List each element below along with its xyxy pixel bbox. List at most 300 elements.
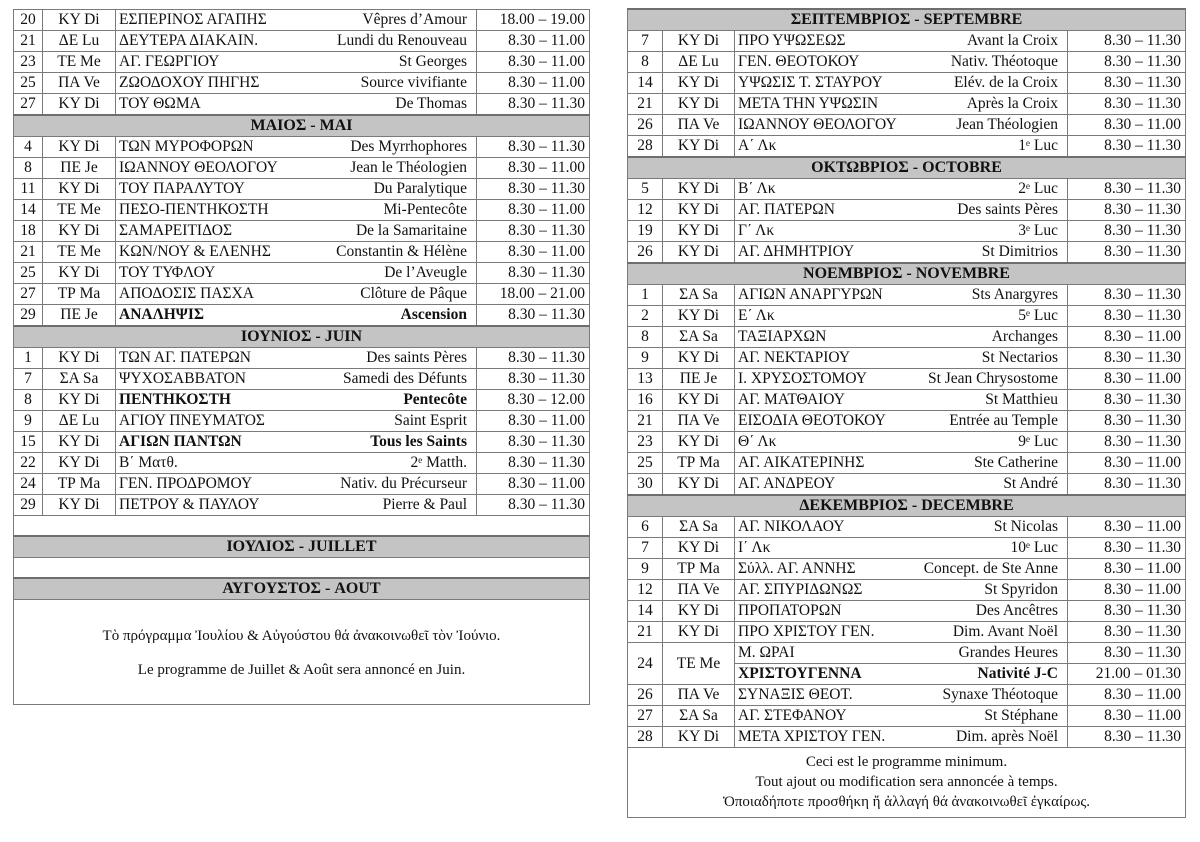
event-weekday: ΚΥ Di <box>663 727 735 748</box>
event-name-greek: ΣΥΝΑΞΙΣ ΘΕΟΤ. <box>738 686 853 703</box>
month-may <box>14 115 590 137</box>
event-name <box>735 390 1068 411</box>
event-name-greek: Α΄ Λκ <box>738 137 777 154</box>
event-time: 8.30 – 11.30 <box>477 221 590 242</box>
event-time: 8.30 – 11.30 <box>1068 52 1186 73</box>
event-name <box>735 136 1068 158</box>
event-row <box>628 221 1186 242</box>
event-name-french: Lundi du Renouveau <box>336 32 467 49</box>
event-row <box>628 453 1186 474</box>
event-name-french: Grandes Heures <box>958 644 1058 661</box>
month-november <box>628 263 1186 285</box>
event-name <box>116 200 477 221</box>
event-name-greek: ΜΕΤΑ ΧΡΙΣΤΟΥ ΓΕΝ. <box>738 728 886 745</box>
event-name-greek: Ε΄ Λκ <box>738 307 775 324</box>
event-name <box>116 284 477 305</box>
event-day: 22 <box>14 453 43 474</box>
event-row <box>14 137 590 158</box>
month-header: ΜΑΙΟΣ - MAI <box>14 115 590 137</box>
event-row <box>628 285 1186 306</box>
event-name-french: 1ᵉ Luc <box>1018 137 1058 154</box>
event-name-greek: ΜΕΤΑ ΤΗΝ ΥΨΩΣΙΝ <box>738 95 879 112</box>
event-name-greek: ΑΓ. ΣΠΥΡΙΔΩΝΩΣ <box>738 581 863 598</box>
event-day: 21 <box>628 622 663 643</box>
event-name <box>116 179 477 200</box>
footer-note-line: Ὁποιαδήποτε προσθήκη ἤ ἀλλαγή θά ἀνακοινωθεῖ ἐγκαίρως. <box>722 794 1091 810</box>
event-weekday: ΚΥ Di <box>43 94 116 116</box>
event-day: 1 <box>628 285 663 306</box>
event-day: 19 <box>628 221 663 242</box>
event-weekday: ΚΥ Di <box>43 10 116 31</box>
event-time: 8.30 – 11.30 <box>1068 200 1186 221</box>
event-day: 27 <box>628 706 663 727</box>
event-name <box>116 158 477 179</box>
event-weekday: ΚΥ Di <box>43 137 116 158</box>
event-row <box>14 31 590 52</box>
event-name <box>735 369 1068 390</box>
event-time: 8.30 – 11.30 <box>1068 474 1186 496</box>
event-row <box>14 73 590 94</box>
event-time: 8.30 – 11.30 <box>1068 411 1186 432</box>
event-day: 25 <box>14 263 43 284</box>
event-name-greek: Γ΄ Λκ <box>738 222 775 239</box>
event-name-french: Elév. de la Croix <box>953 74 1058 91</box>
event-name-greek: ΤΩΝ ΜΥΡΟΦΟΡΩΝ <box>119 138 254 155</box>
event-name <box>735 200 1068 221</box>
event-name <box>116 94 477 116</box>
event-row <box>628 685 1186 706</box>
event-time: 18.00 – 21.00 <box>477 284 590 305</box>
event-name-greek: ΑΓΙΩΝ ΑΝΑΡΓΥΡΩΝ <box>738 286 883 303</box>
summer-note <box>14 600 590 705</box>
event-weekday: ΤΕ Me <box>43 52 116 73</box>
event-name-french: 10ᵉ Luc <box>1010 539 1058 556</box>
event-name-greek: ΣΑΜΑΡΕΙΤΙΔΟΣ <box>119 222 232 239</box>
event-name-greek: ΚΩΝ/ΝΟΥ & ΕΛΕΝΗΣ <box>119 243 271 260</box>
event-name-french: Saint Esprit <box>394 412 467 429</box>
event-name-greek: ΓΕΝ. ΘΕΟΤΟΚΟΥ <box>738 53 860 70</box>
event-name <box>116 221 477 242</box>
event-name-greek: Ι. ΧΡΥΣΟΣΤΟΜΟΥ <box>738 370 867 387</box>
event-time: 8.30 – 11.00 <box>1068 369 1186 390</box>
event-time: 8.30 – 11.30 <box>477 94 590 116</box>
event-name-greek: ΑΓΙΩΝ ΠΑΝΤΩΝ <box>119 433 242 450</box>
event-row <box>628 390 1186 411</box>
event-name-greek: ΙΩΑΝΝΟΥ ΘΕΟΛΟΓΟΥ <box>738 116 897 133</box>
event-time: 8.30 – 11.00 <box>1068 706 1186 727</box>
event-name-greek: ΓΕΝ. ΠΡΟΔΡΟΜΟΥ <box>119 475 253 492</box>
event-name-greek: ΤΩΝ ΑΓ. ΠΑΤΕΡΩΝ <box>119 349 251 366</box>
event-name <box>735 580 1068 601</box>
event-name-french: Des saints Pères <box>957 201 1058 218</box>
event-time: 8.30 – 11.30 <box>1068 73 1186 94</box>
event-name-french: Ste Catherine <box>974 454 1058 471</box>
event-time: 8.30 – 11.30 <box>477 179 590 200</box>
event-row <box>14 242 590 263</box>
event-weekday: ΚΥ Di <box>43 348 116 369</box>
event-day: 4 <box>14 137 43 158</box>
event-row <box>628 348 1186 369</box>
event-name-french: Concept. de Ste Anne <box>923 560 1058 577</box>
event-name <box>735 306 1068 327</box>
event-time: 8.30 – 11.30 <box>1068 31 1186 52</box>
event-time: 8.30 – 11.30 <box>1068 432 1186 453</box>
event-row <box>628 643 1186 664</box>
event-row <box>628 622 1186 643</box>
event-name-french: Ascension <box>400 306 467 323</box>
event-weekday: ΚΥ Di <box>43 453 116 474</box>
event-row <box>14 10 590 31</box>
event-name-french: 5ᵉ Luc <box>1018 307 1058 324</box>
event-name <box>735 474 1068 496</box>
event-name-greek: ΠΡΟ ΥΨΩΣΕΩΣ <box>738 32 846 49</box>
event-name-greek: ΑΠΟΔΟΣΙΣ ΠΑΣΧΑ <box>119 285 254 302</box>
event-day: 24 <box>14 474 43 495</box>
event-time: 8.30 – 11.30 <box>1068 622 1186 643</box>
event-name <box>735 52 1068 73</box>
event-name-greek: Β΄ Λκ <box>738 180 776 197</box>
event-row <box>14 284 590 305</box>
event-weekday: ΚΥ Di <box>663 136 735 158</box>
event-day: 13 <box>628 369 663 390</box>
event-weekday: ΚΥ Di <box>663 31 735 52</box>
event-weekday: ΔΕ Lu <box>663 52 735 73</box>
event-name <box>735 115 1068 136</box>
event-weekday: ΚΥ Di <box>663 306 735 327</box>
event-weekday: ΚΥ Di <box>663 242 735 264</box>
event-time: 8.30 – 11.00 <box>1068 327 1186 348</box>
event-day: 2 <box>628 306 663 327</box>
month-august <box>14 578 590 600</box>
event-weekday: ΤΕ Me <box>43 242 116 263</box>
event-name-greek: ΕΣΠΕΡΙΝΟΣ ΑΓΑΠΗΣ <box>119 11 267 28</box>
event-name-french: Nativ. Théotoque <box>950 53 1058 70</box>
event-name-greek: ΙΩΑΝΝΟΥ ΘΕΟΛΟΓΟΥ <box>119 159 278 176</box>
event-name-greek: ΑΓ. ΑΙΚΑΤΕΡΙΝΗΣ <box>738 454 865 471</box>
event-name-french: Avant la Croix <box>967 32 1058 49</box>
footer-note <box>628 748 1186 818</box>
event-day: 26 <box>628 115 663 136</box>
event-day: 28 <box>628 136 663 158</box>
event-name <box>116 242 477 263</box>
event-name-greek: Σύλλ. ΑΓ. ΑΝΝΗΣ <box>738 560 856 577</box>
event-name-french: De la Samaritaine <box>355 222 467 239</box>
event-day: 26 <box>628 242 663 264</box>
event-time: 8.30 – 11.00 <box>1068 115 1186 136</box>
event-time: 8.30 – 11.30 <box>477 453 590 474</box>
event-name-french: Sts Anargyres <box>971 286 1058 303</box>
event-weekday: ΠΑ Ve <box>663 115 735 136</box>
event-day: 25 <box>628 453 663 474</box>
event-weekday: ΤΡ Ma <box>663 559 735 580</box>
event-weekday: ΣΑ Sa <box>663 285 735 306</box>
event-time: 8.30 – 11.30 <box>1068 136 1186 158</box>
event-name <box>735 179 1068 200</box>
event-name-french: Des saints Pères <box>366 349 467 366</box>
event-day: 21 <box>14 31 43 52</box>
event-day: 12 <box>628 580 663 601</box>
event-weekday: ΠΑ Ve <box>43 73 116 94</box>
event-day: 29 <box>14 495 43 516</box>
event-day: 21 <box>628 411 663 432</box>
event-name-french: St Matthieu <box>985 391 1058 408</box>
event-name <box>735 327 1068 348</box>
event-time: 8.30 – 11.30 <box>1068 348 1186 369</box>
event-name <box>735 285 1068 306</box>
event-time: 21.00 – 01.30 <box>1068 664 1186 685</box>
event-weekday: ΠΑ Ve <box>663 411 735 432</box>
event-day: 21 <box>628 94 663 115</box>
event-time: 8.30 – 11.30 <box>477 495 590 516</box>
event-weekday: ΚΥ Di <box>663 221 735 242</box>
event-name <box>116 390 477 411</box>
event-day: 7 <box>628 31 663 52</box>
event-row <box>628 136 1186 158</box>
event-name-french: Samedi des Défunts <box>343 370 467 387</box>
event-row <box>14 200 590 221</box>
event-weekday: ΔΕ Lu <box>43 411 116 432</box>
event-day: 23 <box>14 52 43 73</box>
event-name-french: Synaxe Théotoque <box>942 686 1058 703</box>
event-name <box>116 137 477 158</box>
event-row <box>14 495 590 516</box>
event-weekday: ΚΥ Di <box>663 474 735 496</box>
event-time: 8.30 – 11.30 <box>477 432 590 453</box>
event-weekday: ΚΥ Di <box>663 622 735 643</box>
event-weekday: ΚΥ Di <box>43 495 116 516</box>
event-row <box>628 727 1186 748</box>
event-name-french: Des Ancêtres <box>975 602 1058 619</box>
event-row <box>14 221 590 242</box>
event-row <box>14 52 590 73</box>
event-name-french: Pierre & Paul <box>382 496 467 513</box>
event-row <box>14 390 590 411</box>
event-name-greek: ΥΨΩΣΙΣ Τ. ΣΤΑΥΡΟΥ <box>738 74 883 91</box>
event-time: 8.30 – 11.30 <box>1068 390 1186 411</box>
event-name-greek: ΑΓ. ΝΕΚΤΑΡΙΟΥ <box>738 349 851 366</box>
event-name-french: Dim. Avant Noël <box>952 623 1058 640</box>
event-name <box>116 305 477 327</box>
event-day: 9 <box>14 411 43 432</box>
event-row <box>628 432 1186 453</box>
event-time: 8.30 – 11.00 <box>477 200 590 221</box>
month-december <box>628 495 1186 517</box>
event-weekday: ΚΥ Di <box>43 263 116 284</box>
event-row <box>14 411 590 432</box>
summer-note-row <box>14 600 590 705</box>
event-name <box>735 685 1068 706</box>
event-name-french: Jean Théologien <box>956 116 1058 133</box>
event-row <box>628 538 1186 559</box>
event-time: 8.30 – 11.00 <box>477 242 590 263</box>
event-name <box>116 369 477 390</box>
event-weekday: ΚΥ Di <box>663 200 735 221</box>
event-row <box>14 474 590 495</box>
event-weekday: ΠΑ Ve <box>663 685 735 706</box>
event-name-french: St Nicolas <box>993 518 1058 535</box>
event-name-greek: ΤΟΥ ΤΥΦΛΟΥ <box>119 264 216 281</box>
event-day: 16 <box>628 390 663 411</box>
event-row <box>628 706 1186 727</box>
event-row <box>628 601 1186 622</box>
event-name-greek: Θ΄ Λκ <box>738 433 777 450</box>
event-row <box>628 517 1186 538</box>
event-row <box>628 31 1186 52</box>
event-name-french: Dim. après Noël <box>955 728 1058 745</box>
event-name-french: St Nectarios <box>981 349 1058 366</box>
event-row <box>14 158 590 179</box>
event-weekday: ΠΕ Je <box>663 369 735 390</box>
event-weekday: ΤΡ Ma <box>43 284 116 305</box>
event-time: 8.30 – 11.00 <box>477 31 590 52</box>
spacer-row <box>14 516 590 537</box>
event-name <box>116 474 477 495</box>
event-day: 8 <box>14 158 43 179</box>
event-name-french: Du Paralytique <box>373 180 467 197</box>
event-name <box>735 242 1068 264</box>
event-row <box>14 348 590 369</box>
event-name-greek: ΑΓ. ΓΕΩΡΓΙΟΥ <box>119 53 220 70</box>
event-row <box>14 263 590 284</box>
event-row <box>14 179 590 200</box>
event-day: 14 <box>628 73 663 94</box>
spacer-row <box>14 558 590 579</box>
event-row <box>628 115 1186 136</box>
event-time: 8.30 – 11.30 <box>477 305 590 327</box>
month-july <box>14 536 590 558</box>
event-weekday: ΚΥ Di <box>663 73 735 94</box>
event-time: 8.30 – 11.00 <box>1068 559 1186 580</box>
spacer-cell <box>14 558 590 579</box>
event-weekday: ΚΥ Di <box>43 221 116 242</box>
event-name-greek: ΑΓ. ΠΑΤΕΡΩΝ <box>738 201 835 218</box>
event-day: 8 <box>628 327 663 348</box>
event-row <box>628 580 1186 601</box>
event-name-french: Nativ. du Précurseur <box>340 475 467 492</box>
event-name-greek: ΠΡΟΠΑΤΟΡΩΝ <box>738 602 842 619</box>
event-time: 8.30 – 11.00 <box>1068 580 1186 601</box>
event-name-greek: ΑΓ. ΝΙΚΟΛΑΟΥ <box>738 518 845 535</box>
event-row <box>628 52 1186 73</box>
event-row <box>628 327 1186 348</box>
month-june <box>14 326 590 348</box>
event-name-french: Vêpres d’Amour <box>362 11 467 28</box>
event-day: 21 <box>14 242 43 263</box>
event-weekday: ΤΕ Me <box>663 643 735 685</box>
event-name-greek: ΨΥΧΟΣΑΒΒΑΤΟΝ <box>119 370 246 387</box>
event-name <box>116 31 477 52</box>
summer-note-greek: Τὸ πρόγραμμα Ἰουλίου & Αὐγούστου θά ἀνακοινωθεῖ τὸν Ἰούνιο. <box>102 628 501 644</box>
event-time: 8.30 – 11.30 <box>1068 242 1186 264</box>
event-row <box>14 94 590 116</box>
event-row <box>628 306 1186 327</box>
event-name-french: 9ᵉ Luc <box>1018 433 1058 450</box>
event-time: 8.30 – 11.00 <box>1068 453 1186 474</box>
event-name-greek: ΤΟΥ ΘΩΜΑ <box>119 95 201 112</box>
event-day: 7 <box>14 369 43 390</box>
event-day: 1 <box>14 348 43 369</box>
event-day: 28 <box>628 727 663 748</box>
event-day: 24 <box>628 643 663 685</box>
event-day: 9 <box>628 559 663 580</box>
event-name <box>116 263 477 284</box>
event-time: 8.30 – 11.00 <box>477 158 590 179</box>
event-weekday: ΤΡ Ma <box>663 453 735 474</box>
event-name-french: Après la Croix <box>966 95 1058 112</box>
footer-note-row <box>628 748 1186 818</box>
event-weekday: ΠΕ Je <box>43 158 116 179</box>
event-time: 8.30 – 11.30 <box>1068 306 1186 327</box>
event-weekday: ΣΑ Sa <box>663 706 735 727</box>
event-day: 14 <box>14 200 43 221</box>
event-weekday: ΠΕ Je <box>43 305 116 327</box>
event-day: 29 <box>14 305 43 327</box>
event-name <box>735 94 1068 115</box>
event-name-greek: ΖΩΟΔΟΧΟΥ ΠΗΓΗΣ <box>119 74 260 91</box>
event-time: 8.30 – 12.00 <box>477 390 590 411</box>
event-name-french: Des Myrrhophores <box>350 138 467 155</box>
event-name-french: St Georges <box>398 53 467 70</box>
event-row <box>14 369 590 390</box>
event-weekday: ΚΥ Di <box>663 601 735 622</box>
event-day: 8 <box>14 390 43 411</box>
event-time: 8.30 – 11.30 <box>1068 727 1186 748</box>
event-name-greek: Ι΄ Λκ <box>738 539 771 556</box>
event-name-french: St André <box>1003 475 1058 492</box>
month-header: ΙΟΥΛΙΟΣ - JUILLET <box>14 536 590 558</box>
event-time: 8.30 – 11.30 <box>477 263 590 284</box>
event-name-greek: ΤΑΞΙΑΡΧΩΝ <box>738 328 827 345</box>
event-time: 8.30 – 11.30 <box>477 369 590 390</box>
event-name-greek: Β΄ Ματθ. <box>119 454 178 471</box>
event-day: 12 <box>628 200 663 221</box>
event-name <box>735 453 1068 474</box>
event-day: 30 <box>628 474 663 496</box>
month-header: ΝΟΕΜΒΡΙΟΣ - NOVEMBRE <box>628 263 1186 285</box>
event-weekday: ΚΥ Di <box>663 432 735 453</box>
event-time: 8.30 – 11.30 <box>477 137 590 158</box>
event-weekday: ΚΥ Di <box>43 179 116 200</box>
event-name-greek: ΔΕΥΤΕΡΑ ΔΙΑΚΑΙΝ. <box>119 32 259 49</box>
event-weekday: ΚΥ Di <box>663 94 735 115</box>
month-header: ΣΕΠΤΕΜΒΡΙΟΣ - SEPTEMBRE <box>628 9 1186 31</box>
event-weekday: ΚΥ Di <box>663 390 735 411</box>
event-name-french: De Thomas <box>395 95 467 112</box>
event-name-greek: ΑΓ. ΔΗΜΗΤΡΙΟΥ <box>738 243 855 260</box>
event-name <box>116 73 477 94</box>
event-weekday: ΣΑ Sa <box>663 517 735 538</box>
event-name-french: 2ᵉ Matth. <box>410 454 467 471</box>
month-september <box>628 9 1186 31</box>
event-name-greek: ΠΕΤΡΟΥ & ΠΑΥΛΟΥ <box>119 496 260 513</box>
event-row <box>628 474 1186 496</box>
event-weekday: ΤΕ Me <box>43 200 116 221</box>
event-row <box>14 432 590 453</box>
event-name-greek: ΠΕΣΟ-ΠΕΝΤΗΚΟΣΤΗ <box>119 201 269 218</box>
event-name <box>735 411 1068 432</box>
event-time: 8.30 – 11.30 <box>1068 221 1186 242</box>
event-day: 6 <box>628 517 663 538</box>
event-weekday: ΔΕ Lu <box>43 31 116 52</box>
event-time: 18.00 – 19.00 <box>477 10 590 31</box>
event-time: 8.30 – 11.00 <box>477 411 590 432</box>
event-day: 7 <box>628 538 663 559</box>
event-day: 18 <box>14 221 43 242</box>
event-row <box>628 73 1186 94</box>
event-name-greek: ΑΓ. ΣΤΕΦΑΝΟΥ <box>738 707 847 724</box>
event-name-greek: ΧΡΙΣΤΟΥΓΕΝΝΑ <box>738 665 862 682</box>
event-time: 8.30 – 11.00 <box>477 73 590 94</box>
